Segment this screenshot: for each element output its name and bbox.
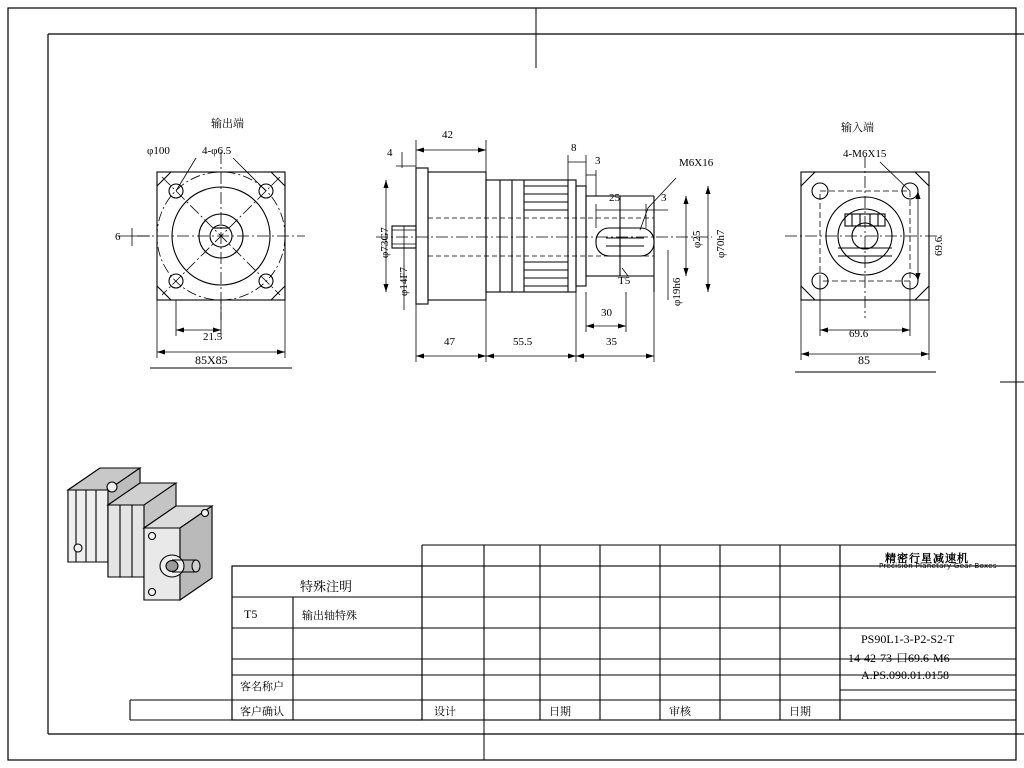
dim-3-a: 3	[595, 155, 601, 167]
dim-phi73g7: φ73G7	[379, 227, 391, 258]
dim-85x85: 85X85	[195, 353, 228, 367]
note-code-t5: T5	[244, 607, 258, 621]
model-spec: 14-42-73-口69.6-M6	[848, 651, 950, 665]
dim-6: 6	[115, 231, 121, 243]
dim-69_6-horizontal: 69.6	[849, 328, 869, 340]
design-label: 设计	[434, 706, 456, 718]
date-label-1: 日期	[549, 706, 571, 718]
model-number: PS90L1-3-P2-S2-T	[861, 632, 955, 646]
dim-47: 47	[444, 336, 455, 348]
dim-42: 42	[442, 129, 453, 141]
output-face-caption: 输出端	[211, 117, 244, 130]
dim-55_5: 55.5	[513, 336, 533, 348]
customer-confirm-label: 客户确认	[240, 706, 284, 718]
dim-85: 85	[858, 353, 870, 367]
dim-21_5: 21.5	[203, 331, 223, 343]
dim-phi100: φ100	[147, 145, 170, 157]
brand-name-en: Precision Planetary Gear Boxes	[879, 562, 997, 570]
dim-phi70h7: φ70h7	[715, 229, 727, 258]
dim-8: 8	[571, 142, 577, 154]
note-ref-t5: T5	[618, 275, 631, 287]
brand-name-cn: 精密行星减速机	[885, 552, 969, 565]
dim-30: 30	[601, 307, 612, 319]
notes-header: 特殊注明	[300, 579, 353, 594]
dim-35: 35	[606, 336, 617, 348]
dim-m6x16: M6X16	[679, 157, 714, 169]
input-face-caption: 输入端	[841, 121, 874, 134]
dim-phi19h6: φ19h6	[671, 277, 683, 306]
dim-4: 4	[387, 147, 393, 159]
drawing-code: A.PS.090.01.0158	[861, 668, 950, 682]
dim-phi14f7: φ14F7	[398, 267, 410, 296]
date-label-2: 日期	[789, 706, 811, 718]
review-label: 审核	[669, 706, 691, 718]
dim-4-phi6_5: 4-φ6.5	[202, 145, 232, 157]
dim-phi25: φ25	[691, 230, 703, 248]
dim-25: 25	[609, 192, 620, 204]
dim-3-b: 3	[661, 192, 667, 204]
note-desc-t5: 输出轴特殊	[302, 610, 357, 622]
customer-name-label: 客名称户	[240, 681, 284, 693]
dim-69_6-vertical: 69.6	[933, 236, 945, 256]
dim-4-m6x15: 4-M6X15	[843, 148, 887, 160]
